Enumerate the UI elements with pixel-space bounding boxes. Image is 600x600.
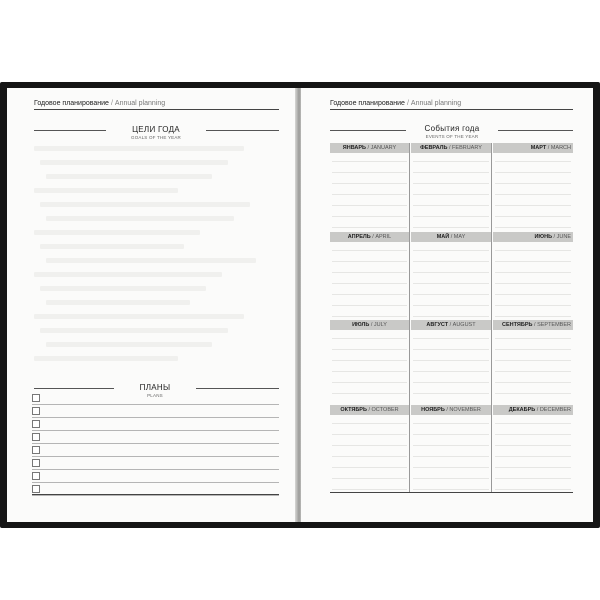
event-line[interactable]	[332, 172, 407, 173]
month-separator: /	[532, 322, 538, 328]
plans-rule-right	[196, 388, 279, 389]
events-title-ru: События года	[424, 124, 480, 133]
event-line[interactable]	[413, 272, 489, 273]
goals-line	[34, 146, 244, 151]
month-separator: /	[546, 145, 551, 151]
month-name-ru: НОЯБРЬ	[421, 407, 445, 413]
event-line[interactable]	[413, 183, 489, 184]
event-line[interactable]	[495, 205, 571, 206]
event-line[interactable]	[332, 194, 407, 195]
right-page-header	[330, 100, 573, 110]
event-line[interactable]	[332, 423, 407, 424]
event-line[interactable]	[495, 183, 571, 184]
event-line[interactable]	[332, 261, 407, 262]
event-line[interactable]	[495, 423, 571, 424]
event-line[interactable]	[495, 445, 571, 446]
event-line[interactable]	[332, 371, 407, 372]
checkbox[interactable]	[32, 446, 40, 454]
plan-item[interactable]	[32, 391, 279, 405]
header-separator: /	[406, 100, 409, 107]
goals-line	[46, 300, 190, 305]
plan-item[interactable]	[32, 443, 279, 457]
event-line[interactable]	[332, 183, 407, 184]
plans-subtitle-en: PLANS	[147, 393, 163, 398]
event-line[interactable]	[495, 349, 571, 350]
goals-line	[34, 188, 178, 193]
header-ru: Годовое планирование	[34, 100, 109, 107]
event-line[interactable]	[413, 382, 489, 383]
event-line[interactable]	[332, 489, 407, 490]
event-line[interactable]	[413, 445, 489, 446]
right-page	[301, 88, 593, 522]
event-line[interactable]	[332, 338, 407, 339]
goals-line	[46, 174, 212, 179]
event-line[interactable]	[495, 305, 571, 306]
goals-line	[40, 202, 250, 207]
events-title	[406, 124, 498, 139]
event-line[interactable]	[332, 382, 407, 383]
event-line[interactable]	[495, 194, 571, 195]
event-line[interactable]	[495, 434, 571, 435]
left-page	[7, 88, 297, 522]
month-name-ru: АВГУСТ	[426, 322, 449, 328]
month-name-en: FEBRUARY	[452, 145, 482, 151]
event-line[interactable]	[495, 161, 571, 162]
month-name-ru: МАРТ	[530, 145, 547, 151]
event-line[interactable]	[413, 250, 489, 251]
month-name-ru: ДЕКАБРЬ	[508, 407, 536, 413]
goals-line	[46, 258, 256, 263]
event-line[interactable]	[495, 294, 571, 295]
event-line[interactable]	[495, 227, 571, 228]
event-line[interactable]	[332, 227, 407, 228]
event-line[interactable]	[413, 161, 489, 162]
goals-line	[34, 314, 244, 319]
left-page-header	[34, 100, 279, 110]
goals-title-ru: ЦЕЛИ ГОДА	[132, 125, 180, 134]
event-line[interactable]	[332, 316, 407, 317]
event-line[interactable]	[332, 205, 407, 206]
event-line[interactable]	[495, 478, 571, 479]
event-line[interactable]	[332, 434, 407, 435]
right-bottom-rule	[330, 492, 573, 493]
checkbox[interactable]	[32, 407, 40, 415]
month-name-ru: ОКТЯБРЬ	[340, 407, 367, 413]
event-line[interactable]	[495, 456, 571, 457]
goals-title	[106, 125, 206, 140]
month-separator: /	[369, 322, 374, 328]
event-line[interactable]	[495, 338, 571, 339]
event-line[interactable]	[332, 445, 407, 446]
event-line[interactable]	[495, 250, 571, 251]
goals-rule-left	[34, 130, 106, 131]
month-header-july	[330, 320, 409, 330]
column-divider	[491, 143, 492, 492]
event-line[interactable]	[332, 349, 407, 350]
checkbox[interactable]	[32, 394, 40, 402]
event-line[interactable]	[413, 371, 489, 372]
month-header-december	[493, 405, 573, 415]
event-line[interactable]	[413, 305, 489, 306]
event-line[interactable]	[332, 305, 407, 306]
month-separator: /	[366, 145, 371, 151]
month-name-en: NOVEMBER	[449, 407, 481, 413]
goals-line	[34, 230, 200, 235]
event-line[interactable]	[332, 216, 407, 217]
goals-line	[40, 160, 228, 165]
event-line[interactable]	[495, 316, 571, 317]
month-header-february	[411, 143, 491, 153]
month-name-en: MARCH	[550, 145, 571, 151]
month-header-september	[493, 320, 573, 330]
goals-line	[40, 286, 206, 291]
event-line[interactable]	[332, 283, 407, 284]
month-name-en: JULY	[373, 322, 387, 328]
event-line[interactable]	[332, 456, 407, 457]
month-header-october	[330, 405, 409, 415]
event-line[interactable]	[413, 261, 489, 262]
month-separator: /	[448, 322, 453, 328]
month-name-ru: АПРЕЛЬ	[347, 234, 371, 240]
events-rule-left	[330, 130, 406, 131]
month-name-en: APRIL	[375, 234, 392, 240]
event-line[interactable]	[413, 349, 489, 350]
goals-line	[40, 244, 184, 249]
month-header-june	[493, 232, 573, 242]
plan-item[interactable]	[32, 430, 279, 444]
event-line[interactable]	[413, 194, 489, 195]
month-name-ru: ИЮНЬ	[534, 234, 553, 240]
checkbox[interactable]	[32, 433, 40, 441]
goals-line	[34, 356, 178, 361]
event-line[interactable]	[495, 360, 571, 361]
event-line[interactable]	[413, 489, 489, 490]
month-header-january	[330, 143, 409, 153]
event-line[interactable]	[495, 172, 571, 173]
goals-line	[46, 342, 212, 347]
event-line[interactable]	[413, 294, 489, 295]
month-separator: /	[370, 234, 376, 240]
checkbox[interactable]	[32, 420, 40, 428]
month-name-ru: ФЕВРАЛЬ	[420, 145, 448, 151]
event-line[interactable]	[413, 423, 489, 424]
events-rule-right	[498, 130, 573, 131]
month-name-en: DECEMBER	[539, 407, 571, 413]
events-subtitle-en: EVENTS OF THE YEAR	[425, 134, 479, 139]
event-line[interactable]	[413, 360, 489, 361]
event-line[interactable]	[413, 434, 489, 435]
event-line[interactable]	[332, 161, 407, 162]
header-separator: /	[110, 100, 113, 107]
month-name-en: JANUARY	[370, 145, 397, 151]
month-name-ru: ИЮЛЬ	[352, 322, 370, 328]
goals-line	[40, 328, 228, 333]
month-name-ru: МАЙ	[436, 234, 450, 240]
month-separator: /	[447, 145, 453, 151]
event-line[interactable]	[495, 283, 571, 284]
event-line[interactable]	[495, 489, 571, 490]
event-line[interactable]	[495, 272, 571, 273]
plan-item[interactable]	[32, 404, 279, 418]
month-separator: /	[552, 234, 557, 240]
event-line[interactable]	[495, 371, 571, 372]
month-separator: /	[449, 234, 454, 240]
checkbox[interactable]	[32, 472, 40, 480]
event-line[interactable]	[413, 478, 489, 479]
month-separator: /	[366, 407, 372, 413]
month-separator: /	[535, 407, 540, 413]
event-line[interactable]	[495, 393, 571, 394]
event-line[interactable]	[332, 250, 407, 251]
event-line[interactable]	[495, 467, 571, 468]
event-line[interactable]	[413, 456, 489, 457]
month-name-en: AUGUST	[452, 322, 476, 328]
header-ru: Годовое планирование	[330, 100, 405, 107]
event-line[interactable]	[413, 316, 489, 317]
month-header-april	[330, 232, 409, 242]
event-line[interactable]	[332, 467, 407, 468]
event-line[interactable]	[495, 261, 571, 262]
event-line[interactable]	[413, 467, 489, 468]
month-header-november	[411, 405, 491, 415]
month-header-may	[411, 232, 491, 242]
month-name-ru: СЕНТЯБРЬ	[502, 322, 533, 328]
plan-item[interactable]	[32, 456, 279, 470]
checkbox[interactable]	[32, 459, 40, 467]
column-divider	[409, 143, 410, 492]
event-line[interactable]	[332, 272, 407, 273]
plan-item[interactable]	[32, 482, 279, 496]
month-name-en: JUNE	[556, 234, 571, 240]
month-header-august	[411, 320, 491, 330]
event-line[interactable]	[413, 227, 489, 228]
event-line[interactable]	[332, 478, 407, 479]
event-line[interactable]	[332, 360, 407, 361]
goals-subtitle-en: GOALS OF THE YEAR	[131, 135, 181, 140]
goals-rule-right	[206, 130, 279, 131]
month-name-en: SEPTEMBER	[537, 322, 571, 328]
month-header-march	[493, 143, 573, 153]
plans-title-ru: ПЛАНЫ	[139, 383, 171, 392]
event-line[interactable]	[332, 294, 407, 295]
event-line[interactable]	[413, 283, 489, 284]
event-line[interactable]	[495, 382, 571, 383]
plans-rule-left	[34, 388, 114, 389]
month-separator: /	[444, 407, 450, 413]
event-line[interactable]	[413, 338, 489, 339]
month-name-en: MAY	[453, 234, 466, 240]
event-line[interactable]	[413, 216, 489, 217]
month-name-ru: ЯНВАРЬ	[342, 145, 367, 151]
checkbox[interactable]	[32, 485, 40, 493]
header-en: Annual planning	[114, 100, 166, 107]
goals-line	[34, 272, 222, 277]
event-line[interactable]	[413, 172, 489, 173]
event-line[interactable]	[413, 205, 489, 206]
event-line[interactable]	[332, 393, 407, 394]
event-line[interactable]	[413, 393, 489, 394]
event-line[interactable]	[495, 216, 571, 217]
plan-item[interactable]	[32, 417, 279, 431]
header-en: Annual planning	[410, 100, 462, 107]
month-name-en: OCTOBER	[371, 407, 399, 413]
goals-line	[46, 216, 234, 221]
plan-item[interactable]	[32, 469, 279, 483]
